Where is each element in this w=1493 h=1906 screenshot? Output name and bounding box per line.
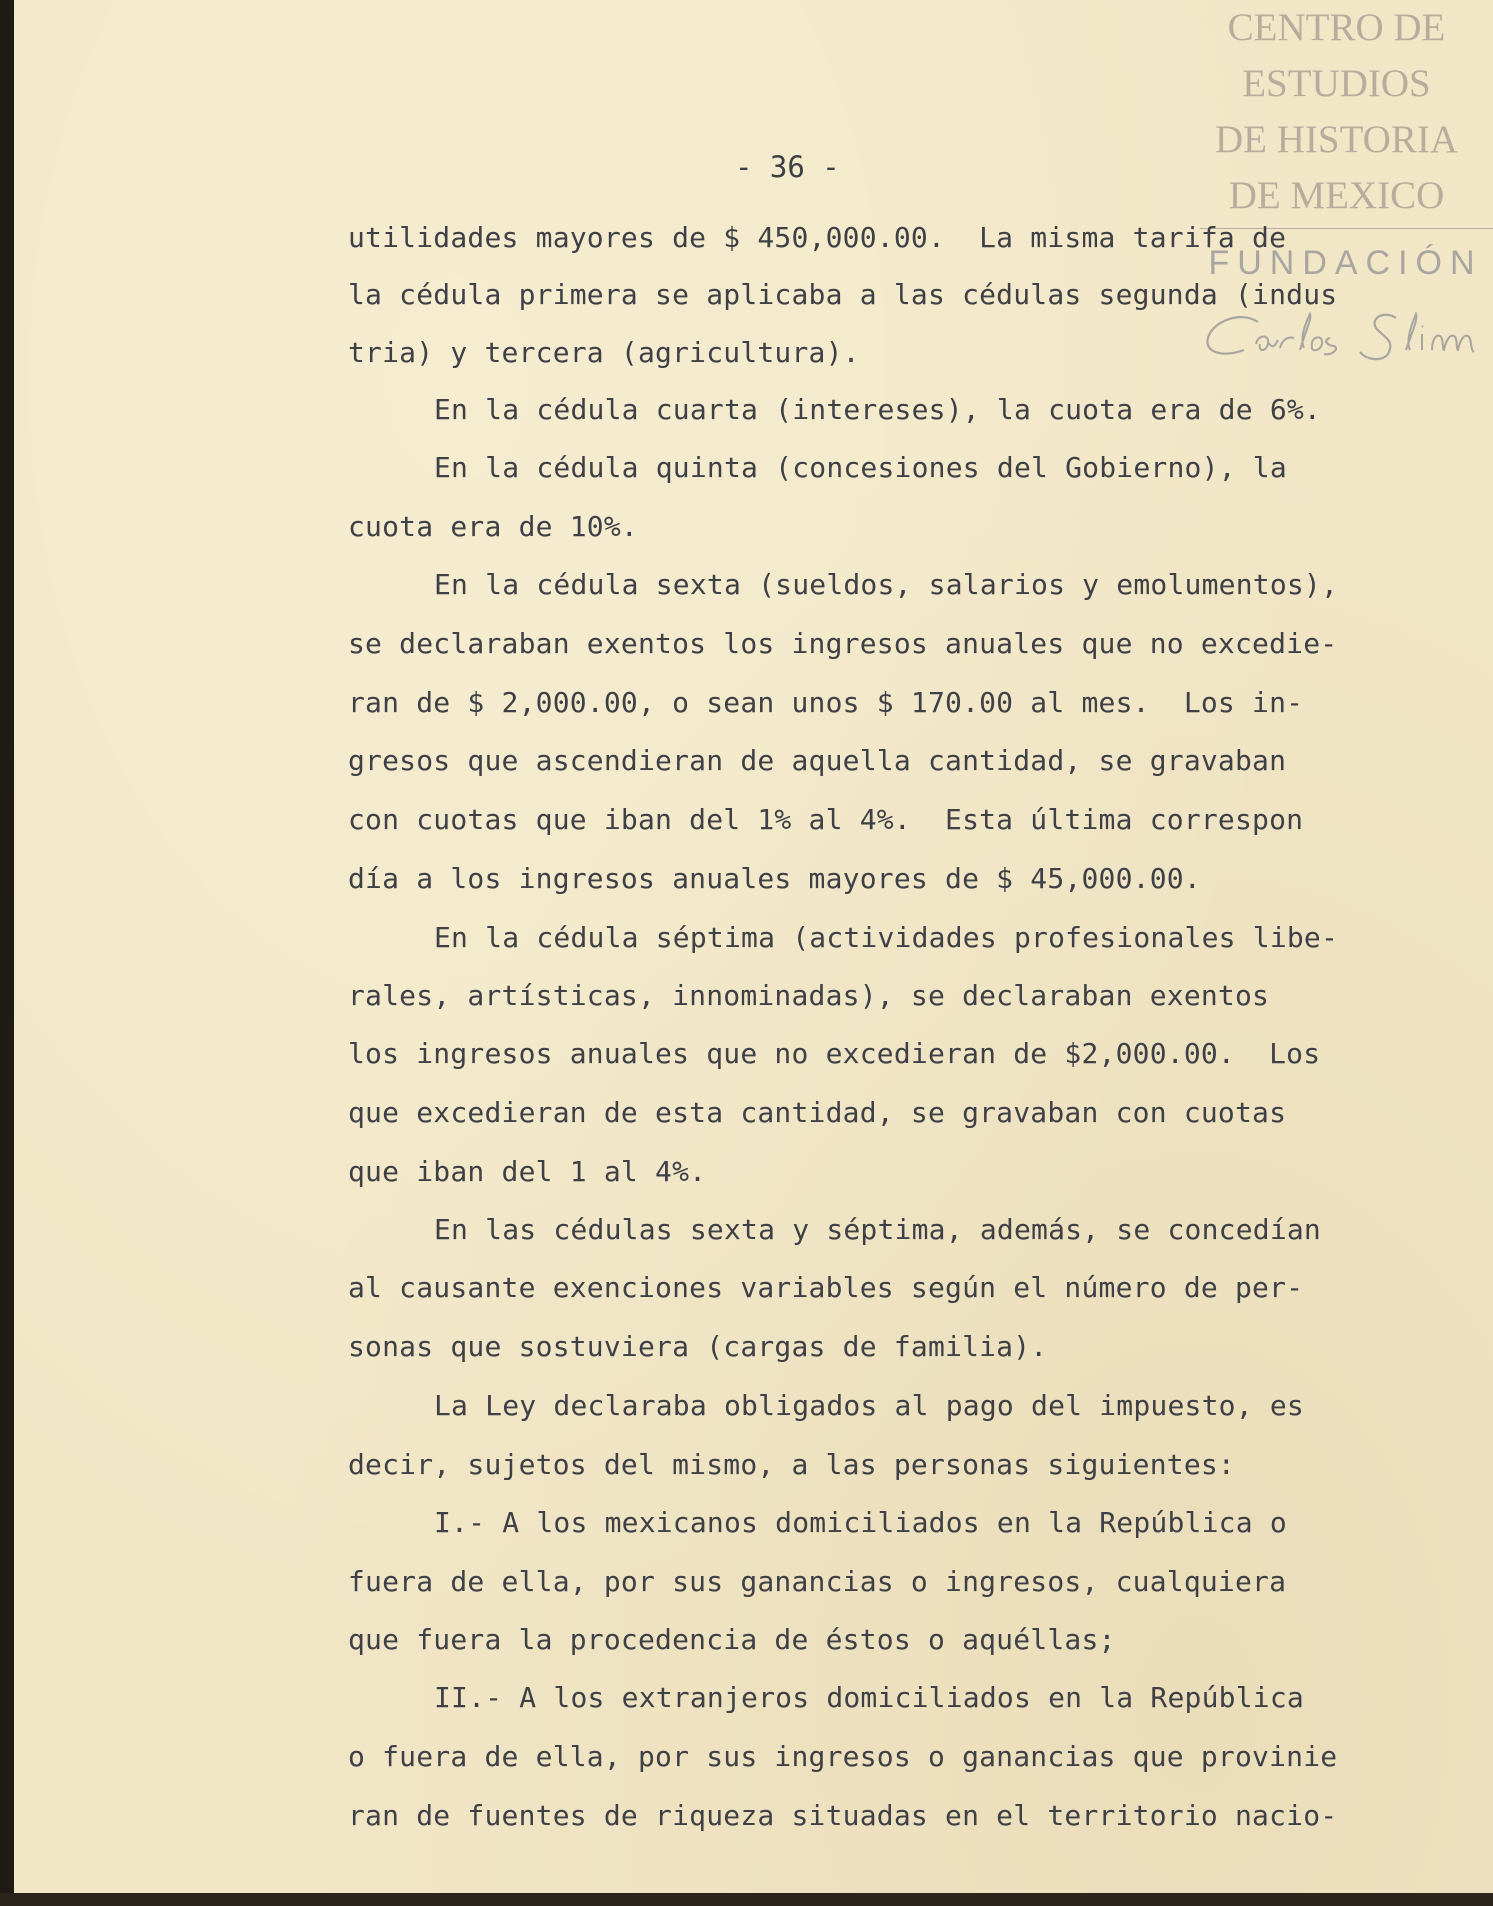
text-line: fuera de ella, por sus ganancias o ingresos, cualquiera (348, 1565, 1287, 1598)
text-line: utilidades mayores de $ 450,000.00. La misma tarifa de (348, 221, 1287, 254)
text-line: La Ley declaraba obligados al pago del impuesto, es (434, 1389, 1304, 1422)
text-line: En la cédula quinta (concesiones del Gobierno), la (434, 451, 1287, 484)
watermark-line: CENTRO DE (1227, 6, 1446, 49)
text-line: ran de $ 2,000.00, o sean unos $ 170.00 al mes. Los in- (348, 686, 1304, 719)
text-line: En la cédula séptima (actividades profesionales libe- (434, 921, 1339, 954)
text-line: En la cédula cuarta (intereses), la cuota era de 6%. (434, 393, 1321, 426)
text-line: se declaraban exentos los ingresos anuales que no excedie- (348, 627, 1338, 660)
text-line: ran de fuentes de riqueza situadas en el territorio nacio- (348, 1799, 1338, 1832)
text-line: decir, sujetos del mismo, a las personas siguientes: (348, 1448, 1235, 1481)
text-line: o fuera de ella, por sus ingresos o ganancias que provinie (348, 1740, 1338, 1773)
text-line: II.- A los extranjeros domiciliados en la República (434, 1681, 1304, 1714)
page-bottom-edge (0, 1893, 1493, 1906)
watermark-stamp (1200, 0, 1493, 230)
text-line: al causante exenciones variables según el número de per- (348, 1271, 1304, 1304)
text-line: sonas que sostuviera (cargas de familia). (348, 1330, 1048, 1363)
watermark-line: ESTUDIOS (1242, 62, 1431, 105)
watermark-line: DE HISTORIA (1214, 118, 1459, 161)
text-line: rales, artísticas, innominadas), se declaraban exentos (348, 979, 1270, 1012)
watermark-fundacion: FUNDACIÓN (1208, 244, 1483, 282)
text-line: que excedieran de esta cantidad, se gravaban con cuotas (348, 1096, 1287, 1129)
page-number: - 36 - (735, 150, 840, 184)
text-line: que fuera la procedencia de éstos o aquéllas; (348, 1623, 1116, 1656)
text-line: que iban del 1 al 4%. (348, 1155, 707, 1188)
watermark-line: DE MEXICO (1228, 174, 1445, 217)
text-line: la cédula primera se aplicaba a las cédulas segunda (indus (348, 278, 1338, 311)
text-line: con cuotas que iban del 1% al 4%. Esta última correspon (348, 803, 1304, 836)
text-line: cuota era de 10%. (348, 510, 638, 543)
text-line: tria) y tercera (agricultura). (348, 336, 860, 369)
text-line: día a los ingresos anuales mayores de $ 45,000.00. (348, 862, 1201, 895)
text-line: En las cédulas sexta y séptima, además, se concedían (434, 1213, 1321, 1246)
text-line: I.- A los mexicanos domiciliados en la República o (434, 1506, 1287, 1539)
text-line: gresos que ascendieran de aquella cantidad, se gravaban (348, 744, 1287, 777)
text-line: los ingresos anuales que no excedieran de $2,000.00. Los (348, 1037, 1321, 1070)
text-line: En la cédula sexta (sueldos, salarios y emolumentos), (434, 568, 1339, 601)
